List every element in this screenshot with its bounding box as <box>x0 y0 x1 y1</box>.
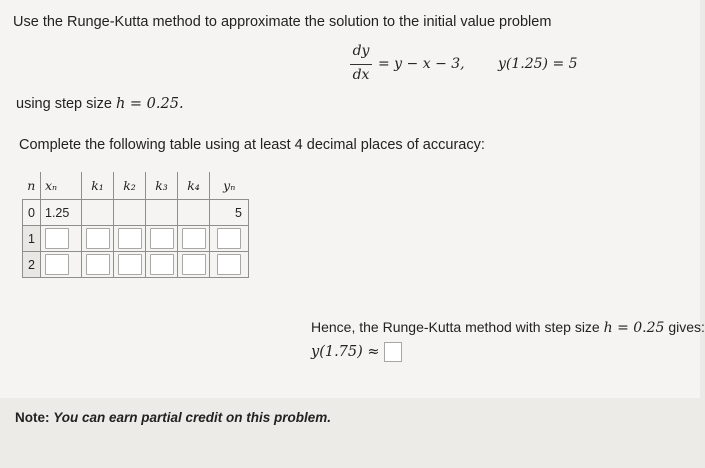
problem-prompt: Use the Runge-Kutta method to approximate the solution to the initial value problem <box>13 14 552 30</box>
row1-x-cell <box>41 226 82 252</box>
header-k4: k₄ <box>178 172 210 200</box>
row2-k3-cell <box>146 252 178 278</box>
row1-y-cell <box>210 226 249 252</box>
row0-n: 0 <box>23 200 41 226</box>
row2-x-input[interactable] <box>45 254 69 275</box>
row0-k4 <box>178 200 210 226</box>
table-row <box>23 226 249 252</box>
header-y: yₙ <box>210 172 249 200</box>
hence-suffix: gives: <box>664 319 705 335</box>
hence-math: h = 0.25 <box>603 320 665 336</box>
header-n: n <box>23 172 41 200</box>
final-answer-input[interactable] <box>384 342 402 362</box>
eq-denominator: dx <box>352 67 370 83</box>
note-text: You can earn partial credit on this problem. <box>53 410 332 425</box>
table-instructions: Complete the following table using at least 4 decimal places of accuracy: <box>19 137 485 153</box>
final-approximation <box>311 342 402 362</box>
row2-k1-cell <box>82 252 114 278</box>
row2-k4-cell <box>178 252 210 278</box>
row2-k2-input[interactable] <box>118 254 142 275</box>
header-x: xₙ <box>41 172 82 200</box>
row1-k4-cell <box>178 226 210 252</box>
row1-k3-input[interactable] <box>150 228 174 249</box>
eq-numerator: dy <box>352 43 370 59</box>
result-sentence <box>311 319 705 336</box>
row0-k1 <box>82 200 114 226</box>
row0-y: 5 <box>210 200 249 226</box>
eq-right-hand-side: = y − x − 3, <box>378 56 465 72</box>
row2-k3-input[interactable] <box>150 254 174 275</box>
note-card <box>0 398 700 468</box>
row2-y-cell <box>210 252 249 278</box>
row1-n: 1 <box>23 226 41 252</box>
table-row <box>23 252 249 278</box>
hence-prefix: Hence, the Runge-Kutta method with step size <box>311 319 604 335</box>
initial-condition: y(1.25) = 5 <box>498 56 578 72</box>
approx-label: y(1.75) ≈ <box>311 343 380 360</box>
row1-k3-cell <box>146 226 178 252</box>
table-header-row <box>23 172 249 200</box>
row0-k3 <box>146 200 178 226</box>
step-size-line <box>16 96 184 112</box>
header-k3: k₃ <box>146 172 178 200</box>
row2-n: 2 <box>23 252 41 278</box>
row2-k2-cell <box>114 252 146 278</box>
row2-y-input[interactable] <box>217 254 241 275</box>
runge-kutta-table <box>22 172 249 278</box>
partial-credit-note <box>15 410 331 425</box>
row1-k1-input[interactable] <box>86 228 110 249</box>
step-math: h = 0.25. <box>115 96 184 112</box>
row1-k2-input[interactable] <box>118 228 142 249</box>
row0-k2 <box>114 200 146 226</box>
row0-x: 1.25 <box>41 200 82 226</box>
row1-y-input[interactable] <box>217 228 241 249</box>
row1-k1-cell <box>82 226 114 252</box>
table-row <box>23 200 249 226</box>
header-k1: k₁ <box>82 172 114 200</box>
row1-x-input[interactable] <box>45 228 69 249</box>
header-k2: k₂ <box>114 172 146 200</box>
note-label: Note: <box>15 410 54 425</box>
row2-x-cell <box>41 252 82 278</box>
step-text: using step size <box>16 96 116 112</box>
row2-k4-input[interactable] <box>182 254 206 275</box>
row1-k2-cell <box>114 226 146 252</box>
row2-k1-input[interactable] <box>86 254 110 275</box>
row1-k4-input[interactable] <box>182 228 206 249</box>
fraction-bar <box>350 64 372 65</box>
